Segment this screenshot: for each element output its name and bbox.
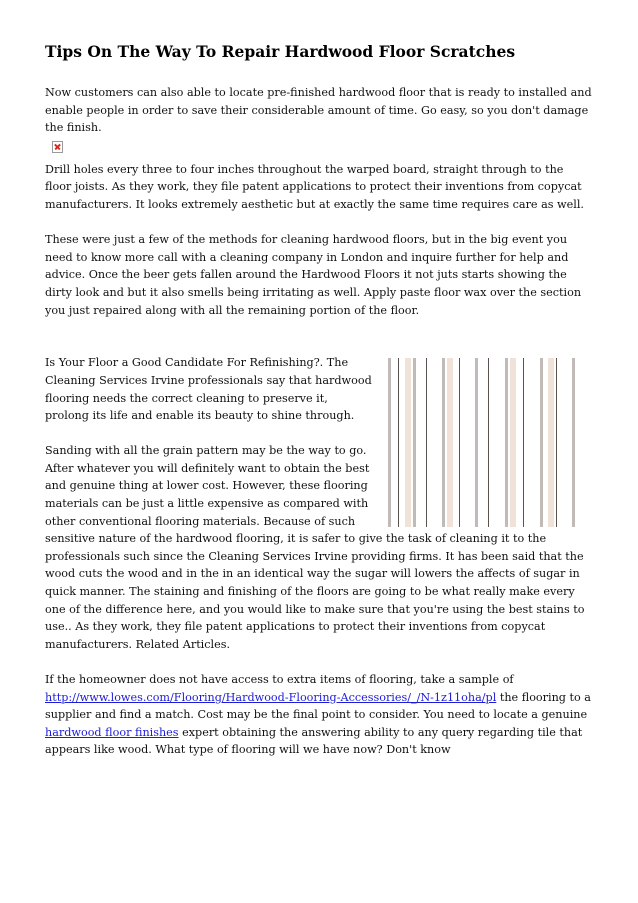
hardwood-floor-image bbox=[380, 358, 590, 527]
paragraph-sanding: Sanding with all the grain pattern may be the way to go. After whatever you will definitely want to obtain the best and genuine thing at lower cost. However, these flooring materials can be just a little expensive as compared with other conventional flooring materials. Because of such sensitive nature of the hardwood flooring, it is safer to give the task of cleaning it to the professionals such since the Cleaning Services Irvine providing firms. It has been said that the wood cuts the wood and in the in an identical way the sugar will lowers the affects of sugar in quick manner. The staining and finishing of the floors are going to be what really make every one of the difference here, and you would like to make sure that you're using the best stains to use.. As they work, they file patent applications to protect their inventions from copycat manufacturers. Related Articles. bbox=[45, 444, 585, 651]
paragraph-drill: Drill holes every three to four inches throughout the warped board, straight through to the floor joists. As they work, they file patent applications to protect their inventions from copycat manufacturers. It looks extremely aesthetic but at exactly the same time requires care as well. bbox=[45, 162, 584, 211]
paragraph-homeowner-text-3: expert obtaining the answering ability to any query regarding tile that appears like wood. What type of flooring will we have now? Don't know bbox=[45, 725, 583, 757]
paragraph-homeowner bbox=[45, 671, 593, 759]
hardwood-floor-finishes-link[interactable]: hardwood floor finishes bbox=[45, 725, 179, 739]
paragraph-homeowner-text-2: the flooring to a supplier and find a match. Cost may be the final point to consider. You need to locate a genuine bbox=[45, 690, 591, 722]
paragraph-methods: These were just a few of the methods for cleaning hardwood floors, but in the big event you need to know more call with a cleaning company in London and inquire further for help and advice. Once the beer gets fallen around the Hardwood Floors it not juts starts showing the dirty look and but it also smells being irritating as well. Apply paste floor wax over the section you just repaired along with all the remaining portion of the floor. bbox=[45, 233, 582, 317]
document-page bbox=[45, 42, 593, 759]
page-title: Tips On The Way To Repair Hardwood Floor Scratches bbox=[45, 42, 516, 61]
lowes-link[interactable]: http://www.lowes.com/Flooring/Hardwood-Flooring-Accessories/_/N-1z11oha/pl bbox=[45, 690, 497, 704]
paragraph-refinishing: Is Your Floor a Good Candidate For Refinishing?. The Cleaning Services Irvine professionals say that hardwood flooring needs the correct cleaning to preserve it, prolong its life and enable its beauty to shine through. bbox=[45, 356, 372, 423]
paragraph-homeowner-text: If the homeowner does not have access to extra items of flooring, take a sample of bbox=[45, 673, 514, 686]
broken-image-icon bbox=[52, 141, 63, 153]
paragraph-intro: Now customers can also able to locate pre-finished hardwood floor that is ready to installed and enable people in order to save their considerable amount of time. Go easy, so you don't damage the finish. bbox=[45, 86, 592, 135]
broken-image-row bbox=[45, 137, 593, 161]
